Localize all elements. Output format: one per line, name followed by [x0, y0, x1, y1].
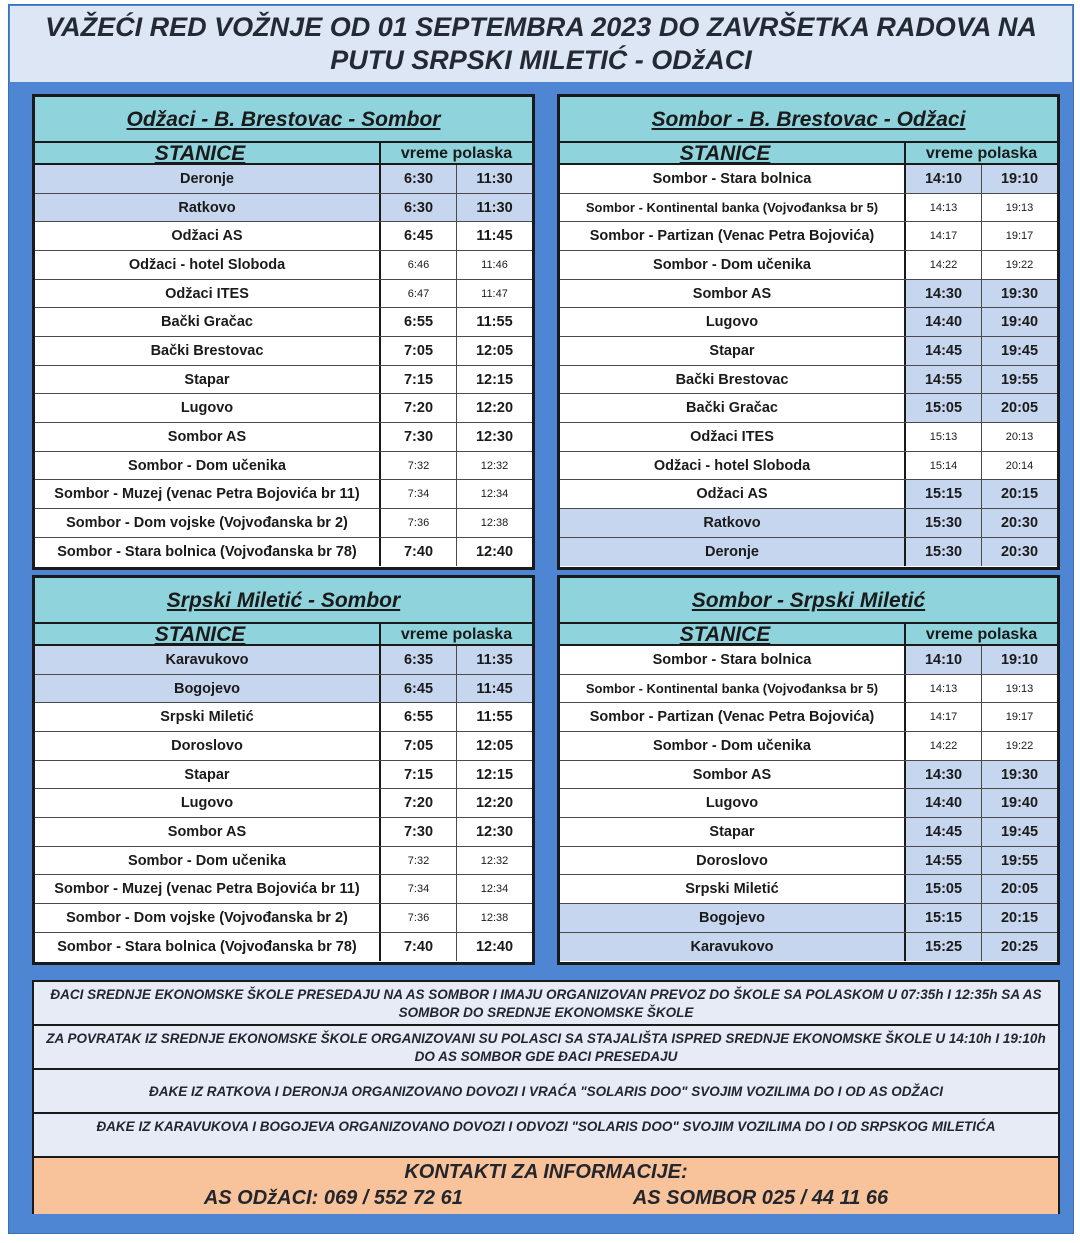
- table-row: [560, 366, 1057, 395]
- table-row: [560, 818, 1057, 847]
- table-row: [35, 732, 532, 761]
- departure-time-morning: 7:20: [381, 789, 457, 817]
- station-name: Lugovo: [35, 789, 381, 817]
- departure-time-second: 20:13: [1005, 430, 1034, 443]
- title-line-2: PUTU SRPSKI MILETIĆ - ODžACI: [330, 45, 752, 75]
- note-karavukovo-bogojevo: ĐAKE IZ KARAVUKOVA I BOGOJEVA ORGANIZOVANO DOVOZI I ODVOZI "SOLARIS DOO" SVOJIM VOZILIMA DO I OD SRPSKOG MILETIĆA: [34, 1114, 1058, 1158]
- departure-time-second: 19:17: [1005, 711, 1034, 724]
- departure-time-morning: 14:17: [906, 703, 982, 731]
- departure-time-second: 19:55: [982, 847, 1057, 875]
- departure-time-second: 19:40: [982, 308, 1057, 336]
- table-row: [35, 423, 532, 452]
- title-line-1: VAŽEĆI RED VOŽNJE OD 01 SEPTEMBRA 2023 DO ZAVRŠETKA RADOVA NA: [45, 12, 1037, 42]
- table-row: [35, 280, 532, 309]
- departure-time-second: 11:45: [476, 228, 513, 245]
- table-row: [35, 509, 532, 538]
- departure-time-morning: 15:14: [906, 452, 982, 480]
- departure-time-morning: 14:45: [906, 818, 982, 846]
- station-name: Sombor AS: [560, 280, 906, 308]
- departure-time-second: 20:25: [1000, 938, 1039, 955]
- station-name: Doroslovo: [560, 847, 906, 875]
- departure-time-morning: 7:15: [381, 761, 457, 789]
- departure-time-second: 12:40: [475, 938, 514, 955]
- table-row: [560, 452, 1057, 481]
- table-row: [35, 675, 532, 704]
- station-name: Sombor - Dom vojske (Vojvođanska br 2): [35, 904, 381, 932]
- departure-time-morning: 7:05: [381, 732, 457, 760]
- station-name: Sombor - Kontinental banka (Vojvođanksa br 5): [560, 675, 906, 703]
- table-row: [35, 394, 532, 423]
- departure-time-second: 19:22: [1005, 739, 1034, 752]
- table-row: [35, 337, 532, 366]
- station-name: Odžaci - hotel Sloboda: [560, 452, 906, 480]
- departure-time-morning: 14:40: [906, 789, 982, 817]
- station-name: Sombor - Dom učenika: [35, 452, 381, 480]
- departure-time-second: 12:30: [475, 823, 514, 840]
- station-name: Odžaci AS: [35, 222, 381, 250]
- departure-time-second: 12:20: [475, 400, 514, 417]
- departure-time-second: 12:40: [475, 543, 514, 560]
- departure-time-second: 12:38: [480, 516, 509, 529]
- timetable-srpski-miletic-sombor: [32, 575, 535, 965]
- departure-time-second: 19:30: [982, 761, 1057, 789]
- table-row: [560, 933, 1057, 962]
- station-name: Sombor AS: [35, 423, 381, 451]
- departure-time-morning: 14:30: [906, 761, 982, 789]
- station-name: Odžaci AS: [560, 480, 906, 508]
- departure-time-morning: 6:35: [381, 646, 457, 674]
- departure-time-morning: 14:45: [906, 337, 982, 365]
- column-header-stations: STANICE: [560, 624, 906, 644]
- table-row: [35, 308, 532, 337]
- table-row: [35, 366, 532, 395]
- station-name: Odžaci ITES: [560, 423, 906, 451]
- departure-time-second: 20:05: [982, 394, 1057, 422]
- table-row: [35, 818, 532, 847]
- departure-time-morning: 15:05: [906, 875, 982, 903]
- notes-box: [32, 980, 1060, 1214]
- table-header: [35, 143, 532, 165]
- departure-time-morning: 7:30: [381, 818, 457, 846]
- departure-time-second: 20:30: [1000, 543, 1039, 560]
- station-name: Sombor - Stara bolnica: [560, 646, 906, 674]
- table-row: [35, 703, 532, 732]
- departure-time-morning: 7:15: [381, 366, 457, 394]
- departure-time-morning: 14:13: [906, 194, 982, 222]
- departure-time-morning: 15:25: [906, 933, 982, 962]
- column-header-departure: vreme polaska: [400, 626, 513, 643]
- station-name: Lugovo: [35, 394, 381, 422]
- table-row: [560, 308, 1057, 337]
- note-ratkovo-deronje: ĐAKE IZ RATKOVA I DERONJA ORGANIZOVANO DOVOZI I VRAĆA "SOLARIS DOO" SVOJIM VOZILIMA DO I OD AS ODŽACI: [34, 1070, 1058, 1114]
- station-name: Sombor - Partizan (Venac Petra Bojovića): [560, 222, 906, 250]
- column-header-stations: STANICE: [35, 624, 381, 644]
- station-name: Odžaci - hotel Sloboda: [35, 251, 381, 279]
- station-name: Sombor - Muzej (venac Petra Bojovića br 11): [35, 875, 381, 903]
- station-name: Sombor - Dom učenika: [560, 732, 906, 760]
- departure-time-morning: 6:30: [381, 194, 457, 222]
- departure-time-morning: 7:05: [381, 337, 457, 365]
- station-name: Bački Gračac: [560, 394, 906, 422]
- table-row: [560, 875, 1057, 904]
- table-header: [560, 143, 1057, 165]
- departure-time-second: 11:30: [476, 171, 513, 187]
- table-row: [35, 480, 532, 509]
- departure-time-second: 12:38: [480, 911, 509, 924]
- table-row: [35, 222, 532, 251]
- station-name: Sombor - Kontinental banka (Vojvođanksa br 5): [560, 194, 906, 222]
- table-header: [35, 624, 532, 646]
- table-row: [35, 875, 532, 904]
- departure-time-second: 12:30: [475, 428, 514, 445]
- station-name: Stapar: [560, 818, 906, 846]
- table-row: [560, 394, 1057, 423]
- table-row: [35, 789, 532, 818]
- column-header-departure: vreme polaska: [400, 145, 513, 162]
- table-row: [560, 165, 1057, 194]
- departure-time-morning: 15:30: [906, 538, 982, 567]
- timetable-sombor-srpski-miletic: [557, 575, 1060, 965]
- station-name: Sombor - Stara bolnica (Vojvođanska br 78): [35, 538, 381, 567]
- departure-time-second: 20:30: [1000, 514, 1039, 531]
- departure-time-morning: 7:20: [381, 394, 457, 422]
- page-title: [10, 6, 1072, 82]
- departure-time-morning: 6:30: [381, 165, 457, 193]
- column-header-departure: vreme polaska: [925, 145, 1038, 162]
- departure-time-morning: 15:05: [906, 394, 982, 422]
- table-row: [560, 423, 1057, 452]
- table-row: [560, 646, 1057, 675]
- departure-time-morning: 7:34: [381, 875, 457, 903]
- table-row: [35, 933, 532, 962]
- departure-time-morning: 14:17: [906, 222, 982, 250]
- note-school-return: ZA POVRATAK IZ SREDNJE EKONOMSKE ŠKOLE ORGANIZOVANI SU POLASCI SA STAJALIŠTA ISPRED SREDNJE EKONOMSKE ŠKOLE U 14:10h I 19:10h DO AS SOMBOR GDE ĐACI PRESEDAJU: [34, 1026, 1058, 1070]
- departure-time-morning: 14:55: [906, 847, 982, 875]
- station-name: Ratkovo: [560, 509, 906, 537]
- table-row: [35, 904, 532, 933]
- station-name: Bački Gračac: [35, 308, 381, 336]
- departure-time-second: 20:15: [982, 480, 1057, 508]
- table-row: [560, 480, 1057, 509]
- table-title: Odžaci - B. Brestovac - Sombor: [35, 97, 532, 143]
- departure-time-second: 20:05: [982, 875, 1057, 903]
- table-title: Sombor - Srpski Miletić: [560, 578, 1057, 624]
- departure-time-morning: 14:30: [906, 280, 982, 308]
- table-row: [560, 337, 1057, 366]
- station-name: Ratkovo: [35, 194, 381, 222]
- station-name: Sombor - Stara bolnica: [560, 165, 906, 193]
- departure-time-second: 11:55: [476, 314, 513, 331]
- station-name: Bogojevo: [560, 904, 906, 932]
- departure-time-morning: 7:40: [381, 933, 457, 962]
- departure-time-morning: 6:45: [381, 222, 457, 250]
- departure-time-morning: 15:15: [906, 480, 982, 508]
- table-body: [560, 646, 1057, 961]
- departure-time-second: 19:45: [982, 337, 1057, 365]
- departure-time-morning: 7:36: [381, 509, 457, 537]
- departure-time-second: 12:15: [475, 371, 514, 388]
- station-name: Sombor - Partizan (Venac Petra Bojovića): [560, 703, 906, 731]
- station-name: Karavukovo: [560, 933, 906, 962]
- station-name: Sombor AS: [560, 761, 906, 789]
- departure-time-second: 12:32: [480, 854, 509, 867]
- station-name: Sombor - Dom vojske (Vojvođanska br 2): [35, 509, 381, 537]
- departure-time-second: 11:30: [476, 199, 513, 216]
- table-row: [560, 761, 1057, 790]
- station-name: Stapar: [560, 337, 906, 365]
- table-title: Srpski Miletić - Sombor: [35, 578, 532, 624]
- timetable-sombor-odzaci: [557, 94, 1060, 570]
- departure-time-second: 12:32: [480, 459, 509, 472]
- table-header: [560, 624, 1057, 646]
- departure-time-morning: 7:40: [381, 538, 457, 567]
- station-name: Bogojevo: [35, 675, 381, 703]
- station-name: Stapar: [35, 366, 381, 394]
- station-name: Lugovo: [560, 308, 906, 336]
- departure-time-morning: 15:13: [906, 423, 982, 451]
- contacts-box: [34, 1158, 1058, 1214]
- station-name: Bački Brestovac: [35, 337, 381, 365]
- departure-time-second: 12:34: [480, 883, 509, 896]
- note-school-transfer: ĐACI SREDNJE EKONOMSKE ŠKOLE PRESEDAJU NA AS SOMBOR I IMAJU ORGANIZOVAN PREVOZ DO ŠKOLE SA POLASKOM U 07:35h I 12:35h SA AS SOMBOR DO SREDNJE EKONOMSKE ŠKOLE: [34, 982, 1058, 1026]
- table-body: [560, 165, 1057, 566]
- departure-time-morning: 14:10: [906, 165, 982, 193]
- table-row: [35, 761, 532, 790]
- column-header-stations: STANICE: [560, 143, 906, 163]
- table-row: [35, 165, 532, 194]
- table-row: [560, 509, 1057, 538]
- departure-time-second: 11:55: [476, 709, 513, 726]
- departure-time-morning: 6:45: [381, 675, 457, 703]
- departure-time-morning: 14:40: [906, 308, 982, 336]
- table-row: [35, 251, 532, 280]
- departure-time-second: 12:34: [480, 488, 509, 501]
- station-name: Sombor - Dom učenika: [560, 251, 906, 279]
- table-row: [560, 538, 1057, 567]
- departure-time-morning: 7:30: [381, 423, 457, 451]
- departure-time-morning: 14:10: [906, 646, 982, 674]
- column-header-stations: STANICE: [35, 143, 381, 163]
- departure-time-second: 19:40: [982, 789, 1057, 817]
- station-name: Bački Brestovac: [560, 366, 906, 394]
- departure-time-morning: 14:22: [906, 251, 982, 279]
- table-row: [35, 194, 532, 223]
- table-row: [560, 789, 1057, 818]
- departure-time-second: 19:22: [1005, 258, 1034, 271]
- departure-time-morning: 7:32: [381, 452, 457, 480]
- departure-time-second: 12:15: [475, 766, 514, 783]
- departure-time-second: 20:14: [1005, 459, 1034, 472]
- station-name: Doroslovo: [35, 732, 381, 760]
- table-row: [560, 251, 1057, 280]
- departure-time-second: 19:13: [1005, 201, 1034, 214]
- departure-time-second: 19:13: [1005, 682, 1034, 695]
- station-name: Srpski Miletić: [560, 875, 906, 903]
- table-row: [35, 538, 532, 567]
- departure-time-second: 19:30: [982, 280, 1057, 308]
- departure-time-morning: 15:15: [906, 904, 982, 932]
- contact-as-odzaci: AS ODžACI: 069 / 552 72 61: [203, 1187, 463, 1209]
- station-name: Sombor AS: [35, 818, 381, 846]
- station-name: Odžaci ITES: [35, 280, 381, 308]
- table-row: [35, 646, 532, 675]
- table-row: [560, 732, 1057, 761]
- station-name: Srpski Miletić: [35, 703, 381, 731]
- table-row: [35, 452, 532, 481]
- table-row: [560, 904, 1057, 933]
- departure-time-second: 11:47: [481, 287, 508, 300]
- departure-time-morning: 7:36: [381, 904, 457, 932]
- departure-time-second: 19:10: [982, 165, 1057, 193]
- departure-time-morning: 6:55: [381, 308, 457, 336]
- departure-time-second: 20:15: [1000, 909, 1039, 926]
- station-name: Lugovo: [560, 789, 906, 817]
- contacts-heading: KONTAKTI ZA INFORMACIJE:: [404, 1161, 688, 1183]
- departure-time-morning: 6:47: [381, 280, 457, 308]
- departure-time-morning: 6:55: [381, 703, 457, 731]
- departure-time-second: 12:20: [475, 795, 514, 812]
- station-name: Deronje: [560, 538, 906, 567]
- departure-time-morning: 14:55: [906, 366, 982, 394]
- station-name: Karavukovo: [35, 646, 381, 674]
- table-row: [560, 280, 1057, 309]
- table-row: [560, 194, 1057, 223]
- column-header-departure: vreme polaska: [925, 626, 1038, 643]
- station-name: Sombor - Dom učenika: [35, 847, 381, 875]
- table-row: [35, 847, 532, 876]
- departure-time-morning: 14:13: [906, 675, 982, 703]
- timetable-odzaci-sombor: [32, 94, 535, 570]
- departure-time-second: 19:55: [982, 366, 1057, 394]
- departure-time-second: 11:45: [476, 680, 513, 697]
- departure-time-second: 19:10: [982, 646, 1057, 674]
- departure-time-morning: 7:32: [381, 847, 457, 875]
- departure-time-second: 11:35: [476, 652, 513, 668]
- departure-time-morning: 14:22: [906, 732, 982, 760]
- table-row: [560, 703, 1057, 732]
- table-row: [560, 222, 1057, 251]
- table-row: [560, 675, 1057, 704]
- table-row: [560, 847, 1057, 876]
- table-body: [35, 646, 532, 961]
- departure-time-second: 19:17: [1005, 230, 1034, 243]
- departure-time-morning: 15:30: [906, 509, 982, 537]
- table-body: [35, 165, 532, 566]
- departure-time-second: 11:46: [481, 258, 508, 271]
- departure-time-second: 19:45: [982, 818, 1057, 846]
- station-name: Sombor - Stara bolnica (Vojvođanska br 78): [35, 933, 381, 962]
- station-name: Stapar: [35, 761, 381, 789]
- station-name: Deronje: [35, 165, 381, 193]
- departure-time-second: 12:05: [475, 737, 514, 754]
- table-title: Sombor - B. Brestovac - Odžaci: [560, 97, 1057, 143]
- station-name: Sombor - Muzej (venac Petra Bojovića br 11): [35, 480, 381, 508]
- departure-time-morning: 7:34: [381, 480, 457, 508]
- departure-time-second: 12:05: [475, 342, 514, 359]
- departure-time-morning: 6:46: [381, 251, 457, 279]
- contact-as-sombor: AS SOMBOR 025 / 44 11 66: [632, 1187, 889, 1209]
